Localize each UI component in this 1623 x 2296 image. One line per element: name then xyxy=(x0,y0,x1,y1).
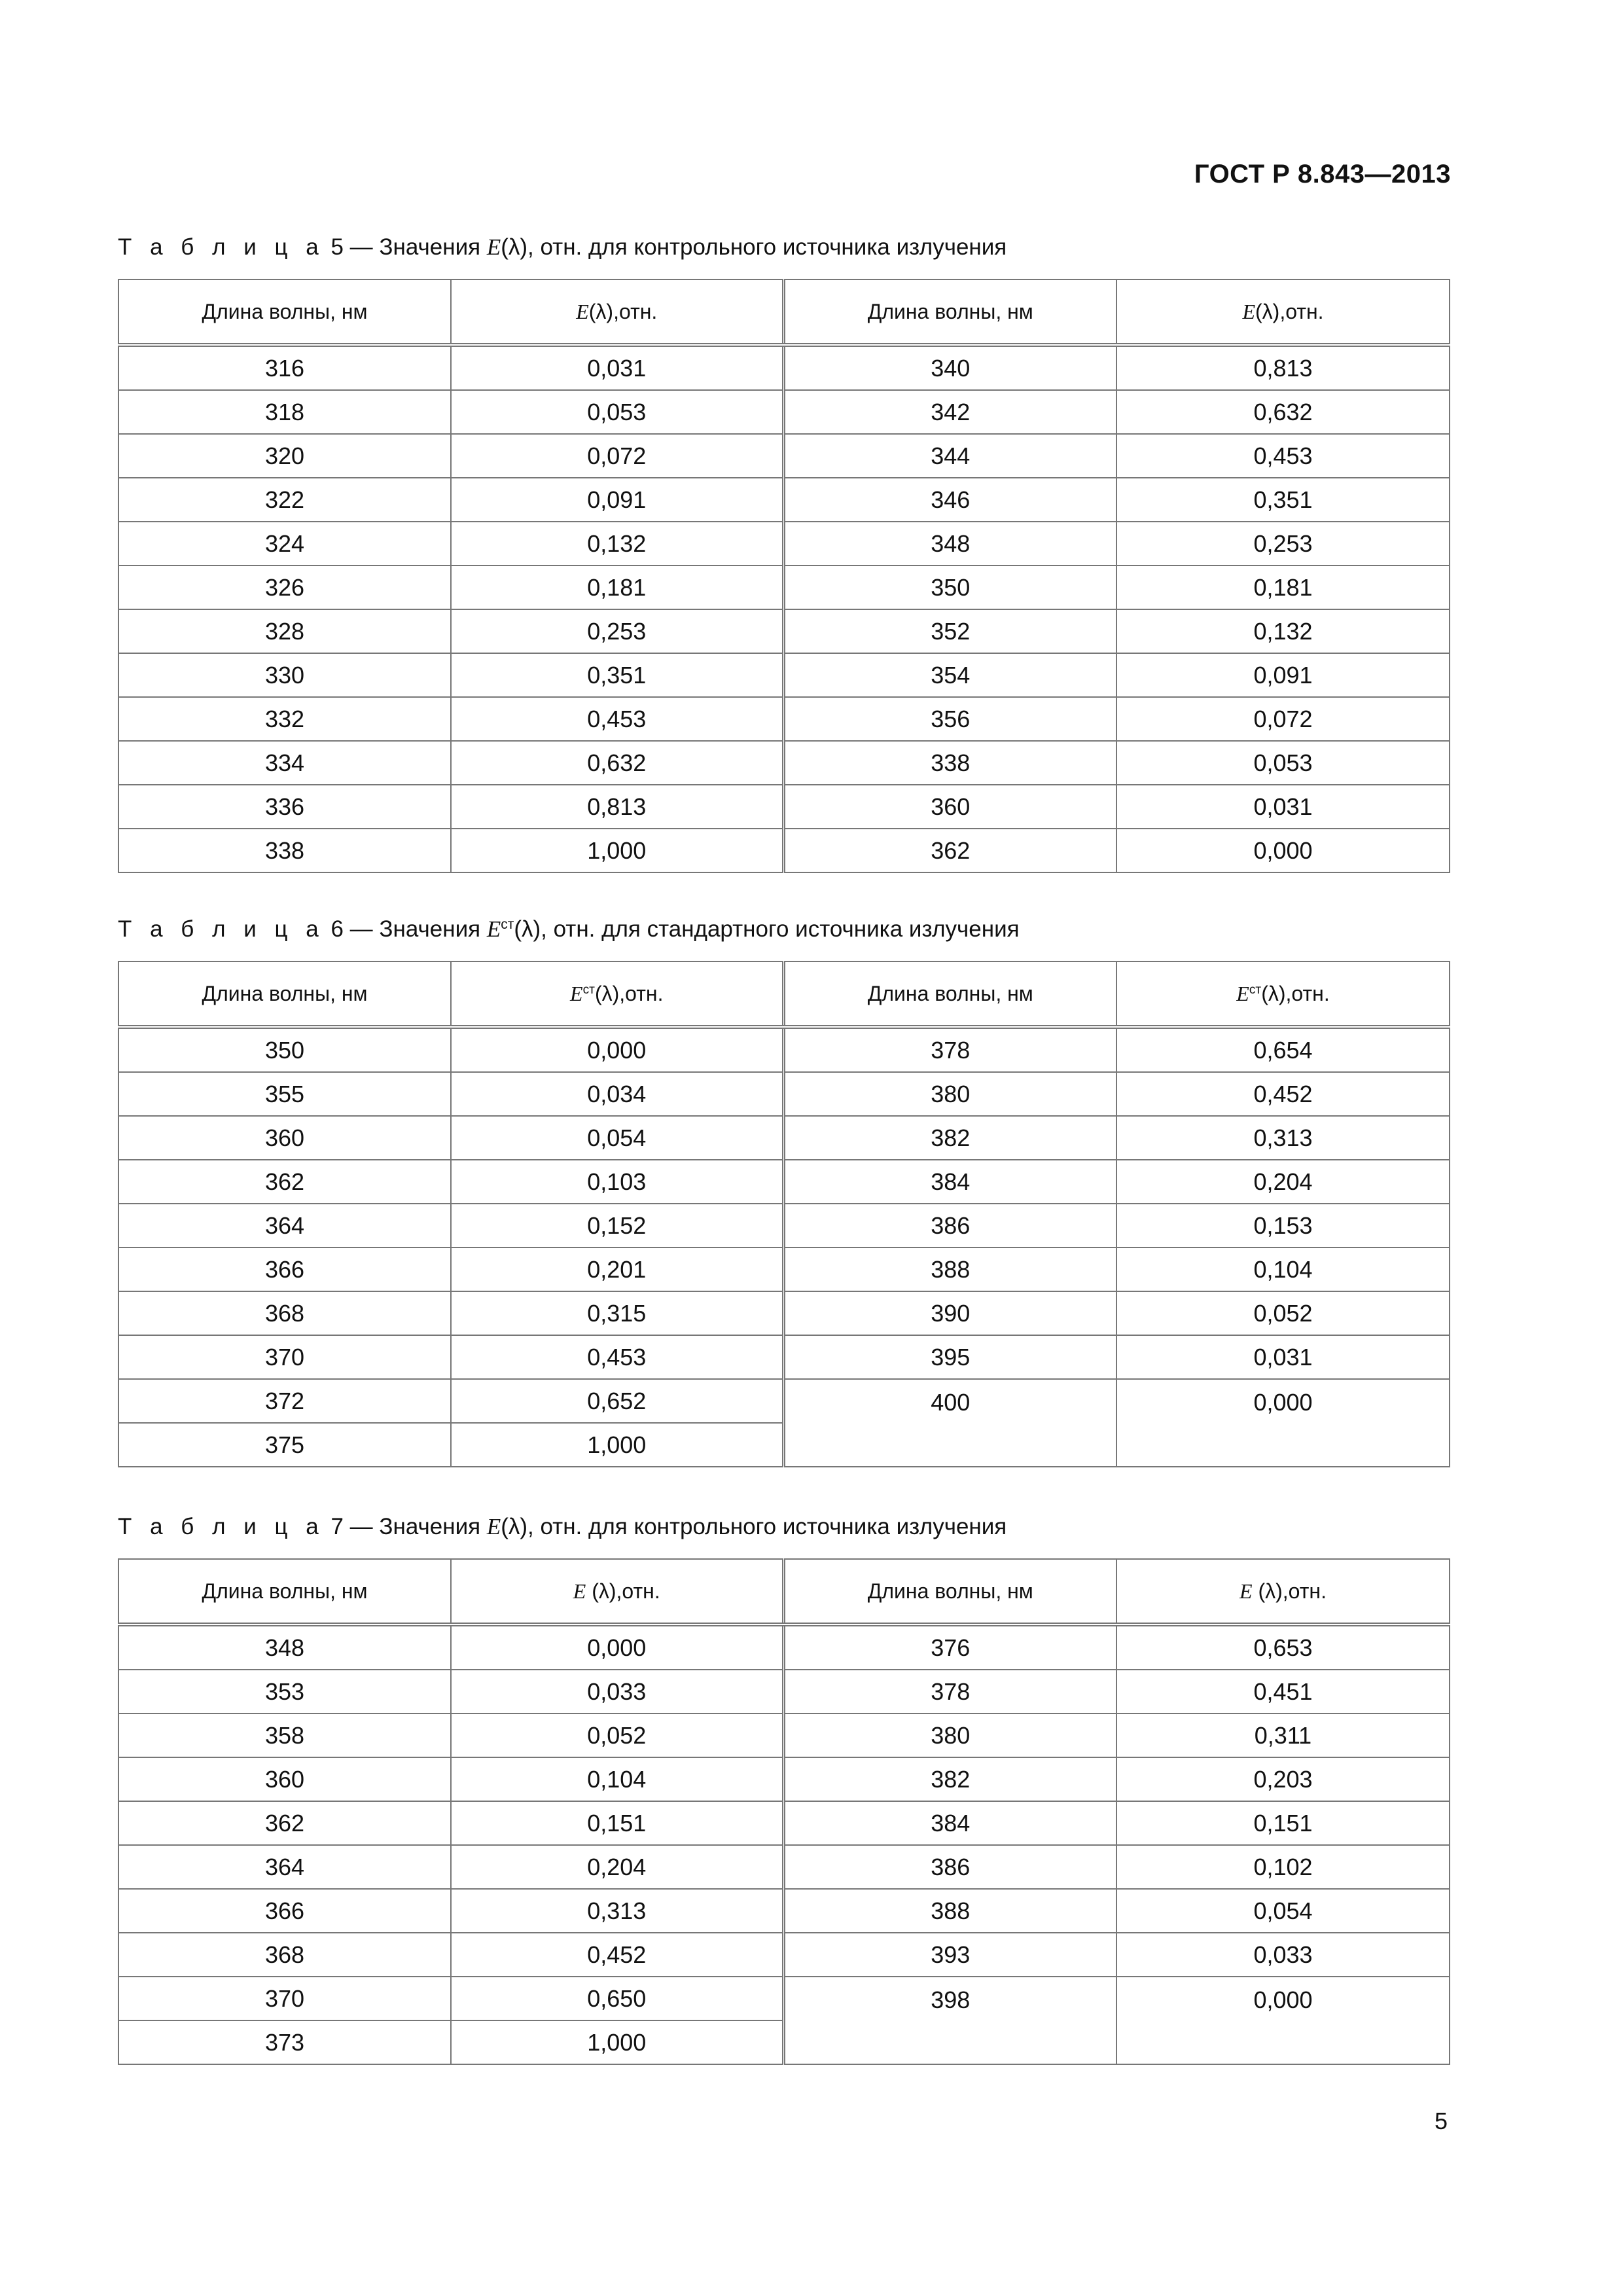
wavelength-cell: 362 xyxy=(783,829,1116,872)
table-row xyxy=(118,1889,1450,1933)
table-caption-symbol: E xyxy=(486,1514,501,1539)
value-cell: 0,000 xyxy=(1116,1379,1450,1467)
table-row xyxy=(118,829,1450,872)
value-cell: 0,654 xyxy=(1116,1027,1450,1072)
value-cell: 0,103 xyxy=(451,1160,783,1204)
value-cell: 0,091 xyxy=(1116,653,1450,697)
wavelength-cell: 378 xyxy=(783,1027,1116,1072)
wavelength-cell: 324 xyxy=(118,522,451,565)
value-cell: 0,632 xyxy=(451,741,783,785)
wavelength-cell: 350 xyxy=(783,565,1116,609)
wavelength-cell: 395 xyxy=(783,1335,1116,1379)
table-row xyxy=(118,1977,1450,2020)
wavelength-cell: 354 xyxy=(783,653,1116,697)
header-value-suffix: (λ),отн. xyxy=(1252,1579,1327,1603)
wavelength-cell: 332 xyxy=(118,697,451,741)
table-row xyxy=(118,1027,1450,1072)
value-cell: 0,052 xyxy=(1116,1291,1450,1335)
value-cell: 0,632 xyxy=(1116,390,1450,434)
value-cell: 0,453 xyxy=(1116,434,1450,478)
table-row xyxy=(118,345,1450,390)
table-header-row xyxy=(118,279,1450,345)
wavelength-cell: 360 xyxy=(118,1757,451,1801)
wavelength-cell: 360 xyxy=(783,785,1116,829)
table-row xyxy=(118,1379,1450,1423)
wavelength-cell: 336 xyxy=(118,785,451,829)
wavelength-cell: 356 xyxy=(783,697,1116,741)
table-row xyxy=(118,1713,1450,1757)
wavelength-cell: 360 xyxy=(118,1116,451,1160)
header-value-suffix: (λ),отн. xyxy=(594,981,664,1005)
value-cell: 0,650 xyxy=(451,1977,783,2020)
wavelength-cell: 364 xyxy=(118,1845,451,1889)
table-row xyxy=(118,1933,1450,1977)
wavelength-cell: 358 xyxy=(118,1713,451,1757)
data-table xyxy=(118,961,1450,1467)
value-cell: 1,000 xyxy=(451,1423,783,1467)
wavelength-cell: 318 xyxy=(118,390,451,434)
table-caption-prefix: — Значения xyxy=(343,234,487,260)
value-cell: 0,033 xyxy=(451,1670,783,1713)
value-cell: 0,031 xyxy=(1116,785,1450,829)
value-cell: 0,201 xyxy=(451,1247,783,1291)
table-caption xyxy=(118,916,1020,942)
value-cell: 0,313 xyxy=(1116,1116,1450,1160)
header-wavelength: Длина волны, нм xyxy=(118,1559,451,1624)
wavelength-cell: 400 xyxy=(783,1379,1116,1467)
table-caption-prefix: — Значения xyxy=(343,916,487,942)
header-value-suffix: (λ),отн. xyxy=(586,1579,660,1603)
value-cell: 0,253 xyxy=(451,609,783,653)
value-cell: 0,152 xyxy=(451,1204,783,1247)
table-caption-suffix: (λ), отн. для контрольного источника излучения xyxy=(501,234,1007,260)
value-cell: 0,000 xyxy=(1116,1977,1450,2064)
wavelength-cell: 348 xyxy=(783,522,1116,565)
value-cell: 0,072 xyxy=(1116,697,1450,741)
header-value-symbol: E xyxy=(1242,299,1256,323)
header-wavelength: Длина волны, нм xyxy=(783,279,1116,345)
value-cell: 0,181 xyxy=(451,565,783,609)
value-cell: 0,453 xyxy=(451,697,783,741)
data-table xyxy=(118,279,1450,873)
table-row xyxy=(118,1247,1450,1291)
wavelength-cell: 384 xyxy=(783,1801,1116,1845)
table-row xyxy=(118,478,1450,522)
wavelength-cell: 330 xyxy=(118,653,451,697)
wavelength-cell: 370 xyxy=(118,1335,451,1379)
wavelength-cell: 368 xyxy=(118,1291,451,1335)
value-cell: 0,104 xyxy=(1116,1247,1450,1291)
table-caption-prefix: — Значения xyxy=(343,1514,487,1539)
wavelength-cell: 326 xyxy=(118,565,451,609)
wavelength-cell: 355 xyxy=(118,1072,451,1116)
table-row xyxy=(118,390,1450,434)
table-row xyxy=(118,785,1450,829)
table-row xyxy=(118,522,1450,565)
wavelength-cell: 378 xyxy=(783,1670,1116,1713)
table-row xyxy=(118,1757,1450,1801)
wavelength-cell: 328 xyxy=(118,609,451,653)
wavelength-cell: 366 xyxy=(118,1889,451,1933)
header-wavelength: Длина волны, нм xyxy=(783,1559,1116,1624)
wavelength-cell: 353 xyxy=(118,1670,451,1713)
table-caption-number: 6 xyxy=(330,916,344,942)
data-table xyxy=(118,1558,1450,2065)
wavelength-cell: 362 xyxy=(118,1160,451,1204)
header-value xyxy=(451,1559,783,1624)
value-cell: 0,000 xyxy=(1116,829,1450,872)
value-cell: 0,453 xyxy=(451,1335,783,1379)
wavelength-cell: 366 xyxy=(118,1247,451,1291)
table-caption xyxy=(118,234,1007,260)
table-row xyxy=(118,1335,1450,1379)
header-wavelength: Длина волны, нм xyxy=(118,279,451,345)
table-caption-symbol: E xyxy=(486,234,501,260)
value-cell: 0,034 xyxy=(451,1072,783,1116)
header-value xyxy=(451,279,783,345)
wavelength-cell: 388 xyxy=(783,1247,1116,1291)
document-header: ГОСТ Р 8.843—2013 xyxy=(1194,160,1451,188)
wavelength-cell: 322 xyxy=(118,478,451,522)
value-cell: 0,000 xyxy=(451,1027,783,1072)
value-cell: 0,153 xyxy=(1116,1204,1450,1247)
value-cell: 0,313 xyxy=(451,1889,783,1933)
value-cell: 0,451 xyxy=(1116,1670,1450,1713)
wavelength-cell: 373 xyxy=(118,2020,451,2064)
value-cell: 0,311 xyxy=(1116,1713,1450,1757)
value-cell: 0,031 xyxy=(1116,1335,1450,1379)
value-cell: 1,000 xyxy=(451,2020,783,2064)
wavelength-cell: 316 xyxy=(118,345,451,390)
table-row xyxy=(118,653,1450,697)
value-cell: 0,102 xyxy=(1116,1845,1450,1889)
value-cell: 0,813 xyxy=(1116,345,1450,390)
value-cell: 0,053 xyxy=(451,390,783,434)
header-value-symbol: E xyxy=(576,299,589,323)
header-value xyxy=(451,961,783,1027)
table-row xyxy=(118,1624,1450,1670)
wavelength-cell: 338 xyxy=(118,829,451,872)
header-value-superscript: ст xyxy=(582,982,595,997)
value-cell: 0,151 xyxy=(1116,1801,1450,1845)
wavelength-cell: 380 xyxy=(783,1072,1116,1116)
header-value-symbol: E xyxy=(1240,1579,1253,1603)
wavelength-cell: 380 xyxy=(783,1713,1116,1757)
wavelength-cell: 388 xyxy=(783,1889,1116,1933)
wavelength-cell: 340 xyxy=(783,345,1116,390)
table-row xyxy=(118,609,1450,653)
value-cell: 0,253 xyxy=(1116,522,1450,565)
value-cell: 0,151 xyxy=(451,1801,783,1845)
wavelength-cell: 376 xyxy=(783,1624,1116,1670)
value-cell: 0,031 xyxy=(451,345,783,390)
value-cell: 0,452 xyxy=(1116,1072,1450,1116)
table-row xyxy=(118,565,1450,609)
value-cell: 0,091 xyxy=(451,478,783,522)
table-row xyxy=(118,1670,1450,1713)
value-cell: 0,203 xyxy=(1116,1757,1450,1801)
header-value-suffix: (λ),отн. xyxy=(588,299,658,323)
header-value-suffix: (λ),отн. xyxy=(1255,299,1324,323)
value-cell: 0,204 xyxy=(451,1845,783,1889)
table-caption xyxy=(118,1514,1007,1540)
wavelength-cell: 390 xyxy=(783,1291,1116,1335)
wavelength-cell: 352 xyxy=(783,609,1116,653)
value-cell: 0,104 xyxy=(451,1757,783,1801)
table-row xyxy=(118,697,1450,741)
value-cell: 0,132 xyxy=(1116,609,1450,653)
wavelength-cell: 386 xyxy=(783,1845,1116,1889)
value-cell: 0,181 xyxy=(1116,565,1450,609)
header-value-superscript: ст xyxy=(1249,982,1262,997)
wavelength-cell: 320 xyxy=(118,434,451,478)
value-cell: 0,653 xyxy=(1116,1624,1450,1670)
value-cell: 0,054 xyxy=(1116,1889,1450,1933)
wavelength-cell: 382 xyxy=(783,1116,1116,1160)
value-cell: 0,072 xyxy=(451,434,783,478)
table-caption-superscript: ст xyxy=(501,917,514,933)
value-cell: 0,033 xyxy=(1116,1933,1450,1977)
table-caption-label: Т а б л и ц а xyxy=(118,1514,325,1539)
wavelength-cell: 370 xyxy=(118,1977,451,2020)
table-caption-label: Т а б л и ц а xyxy=(118,916,325,942)
header-value xyxy=(1116,279,1450,345)
wavelength-cell: 386 xyxy=(783,1204,1116,1247)
table-row xyxy=(118,1116,1450,1160)
wavelength-cell: 344 xyxy=(783,434,1116,478)
value-cell: 0,351 xyxy=(451,653,783,697)
wavelength-cell: 382 xyxy=(783,1757,1116,1801)
value-cell: 0,054 xyxy=(451,1116,783,1160)
wavelength-cell: 362 xyxy=(118,1801,451,1845)
value-cell: 0,053 xyxy=(1116,741,1450,785)
header-wavelength: Длина волны, нм xyxy=(118,961,451,1027)
table-caption-label: Т а б л и ц а xyxy=(118,234,325,260)
wavelength-cell: 334 xyxy=(118,741,451,785)
table-caption-symbol: E xyxy=(486,916,501,942)
table-caption-number: 7 xyxy=(330,1514,344,1539)
wavelength-cell: 398 xyxy=(783,1977,1116,2064)
value-cell: 0,000 xyxy=(451,1624,783,1670)
table-header-row xyxy=(118,961,1450,1027)
value-cell: 0,351 xyxy=(1116,478,1450,522)
wavelength-cell: 364 xyxy=(118,1204,451,1247)
wavelength-cell: 375 xyxy=(118,1423,451,1467)
value-cell: 0,052 xyxy=(451,1713,783,1757)
table-row xyxy=(118,1291,1450,1335)
value-cell: 0,204 xyxy=(1116,1160,1450,1204)
wavelength-cell: 342 xyxy=(783,390,1116,434)
table-caption-suffix: (λ), отн. для стандартного источника излучения xyxy=(514,916,1020,942)
wavelength-cell: 368 xyxy=(118,1933,451,1977)
header-wavelength: Длина волны, нм xyxy=(783,961,1116,1027)
header-value xyxy=(1116,961,1450,1027)
value-cell: 0,813 xyxy=(451,785,783,829)
table-row xyxy=(118,1845,1450,1889)
header-value-symbol: E xyxy=(573,1579,586,1603)
wavelength-cell: 384 xyxy=(783,1160,1116,1204)
wavelength-cell: 348 xyxy=(118,1624,451,1670)
value-cell: 0,315 xyxy=(451,1291,783,1335)
header-value-suffix: (λ),отн. xyxy=(1261,981,1330,1005)
table-row xyxy=(118,1204,1450,1247)
table-row xyxy=(118,434,1450,478)
header-value-symbol: E xyxy=(1236,981,1249,1005)
table-caption-suffix: (λ), отн. для контрольного источника излучения xyxy=(501,1514,1007,1539)
table-row xyxy=(118,1072,1450,1116)
wavelength-cell: 393 xyxy=(783,1933,1116,1977)
value-cell: 1,000 xyxy=(451,829,783,872)
wavelength-cell: 346 xyxy=(783,478,1116,522)
header-value xyxy=(1116,1559,1450,1624)
value-cell: 0,652 xyxy=(451,1379,783,1423)
table-header-row xyxy=(118,1559,1450,1624)
wavelength-cell: 338 xyxy=(783,741,1116,785)
page-number: 5 xyxy=(1434,2108,1448,2134)
table-caption-number: 5 xyxy=(330,234,344,260)
table-row xyxy=(118,741,1450,785)
value-cell: 0,452 xyxy=(451,1933,783,1977)
wavelength-cell: 350 xyxy=(118,1027,451,1072)
header-value-symbol: E xyxy=(570,981,583,1005)
table-row xyxy=(118,1160,1450,1204)
value-cell: 0,132 xyxy=(451,522,783,565)
table-row xyxy=(118,1801,1450,1845)
wavelength-cell: 372 xyxy=(118,1379,451,1423)
